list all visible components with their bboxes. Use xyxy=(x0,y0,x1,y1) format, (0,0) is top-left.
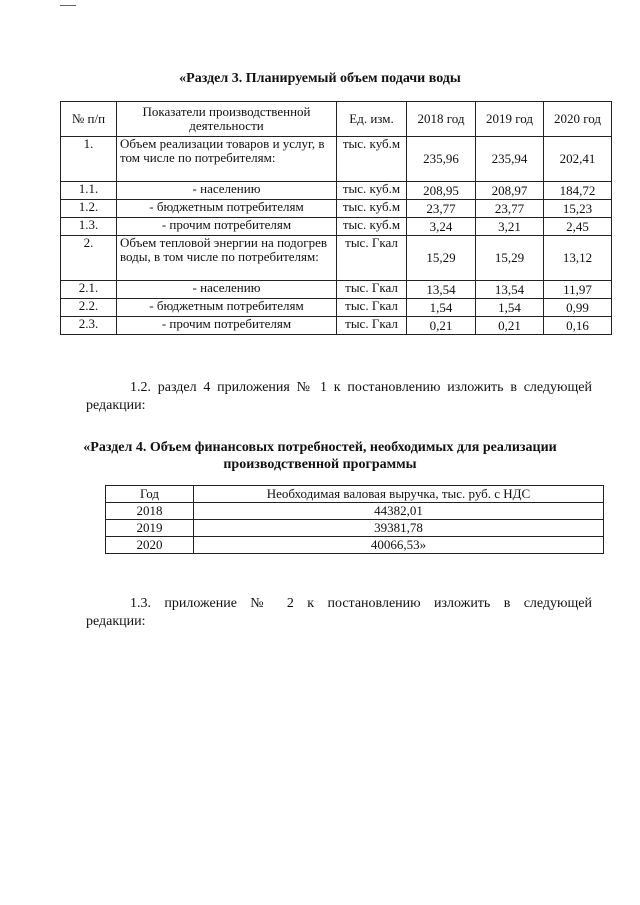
table-header-row xyxy=(106,486,604,503)
row-revenue: 40066,53» xyxy=(194,537,604,554)
row-number: 2.1. xyxy=(61,281,117,299)
row-indicator: - бюджетным потребителям xyxy=(117,299,337,317)
row-indicator: - прочим потребителям xyxy=(117,317,337,335)
paragraph-1-2-text: 1.2. раздел 4 приложения № 1 к постановлению изложить в следующей редакции: xyxy=(86,380,592,413)
section3-heading xyxy=(60,70,580,87)
header-2020: 2020 год xyxy=(544,102,612,137)
row-year: 2019 xyxy=(106,520,194,537)
row-value-2020: 184,72 xyxy=(544,182,612,200)
row-year: 2020 xyxy=(106,537,194,554)
row-value-2018: 3,24 xyxy=(407,218,476,236)
row-value-2019: 13,54 xyxy=(476,281,544,299)
row-revenue: 44382,01 xyxy=(194,503,604,520)
row-value-2018: 23,77 xyxy=(407,200,476,218)
section4-heading-text: Объем финансовых потребностей, необходимых для реализации производственной программы xyxy=(146,440,557,472)
row-indicator: - населению xyxy=(117,182,337,200)
row-value-2019: 208,97 xyxy=(476,182,544,200)
row-value-2020: 13,12 xyxy=(544,236,612,281)
row-indicator: - населению xyxy=(117,281,337,299)
row-value-2020: 0,99 xyxy=(544,299,612,317)
section3-heading-text: Планируемый объем подачи воды xyxy=(242,71,461,86)
table-row xyxy=(106,503,604,520)
row-number: 1. xyxy=(61,137,117,182)
row-unit: тыс. Гкал xyxy=(337,281,407,299)
table-row xyxy=(61,218,612,236)
section4-heading-bold: «Раздел 4. xyxy=(83,440,147,455)
section4-table-body xyxy=(106,503,604,554)
table-row xyxy=(61,182,612,200)
paragraph-1-3-line1-text: 1.3. приложение № 2 к постановлению изложить в следующей xyxy=(130,596,592,611)
table-row xyxy=(106,537,604,554)
header-num: № п/п xyxy=(61,102,117,137)
row-value-2018: 15,29 xyxy=(407,236,476,281)
table-row xyxy=(61,317,612,335)
row-unit: тыс. куб.м xyxy=(337,137,407,182)
row-number: 1.3. xyxy=(61,218,117,236)
row-value-2020: 0,16 xyxy=(544,317,612,335)
row-number: 2. xyxy=(61,236,117,281)
table-row xyxy=(61,299,612,317)
table-row xyxy=(61,281,612,299)
row-unit: тыс. Гкал xyxy=(337,317,407,335)
paragraph-1-3-line2: редакции: xyxy=(86,614,146,629)
header-indicator: Показатели производственной деятельности xyxy=(117,102,337,137)
row-indicator: Объем тепловой энергии на подогрев воды, в том числе по потребителям: xyxy=(117,236,337,281)
row-number: 2.3. xyxy=(61,317,117,335)
row-value-2019: 15,29 xyxy=(476,236,544,281)
section3-table-body xyxy=(61,137,612,335)
row-value-2018: 1,54 xyxy=(407,299,476,317)
row-unit: тыс. Гкал xyxy=(337,299,407,317)
row-value-2020: 11,97 xyxy=(544,281,612,299)
row-value-2020: 202,41 xyxy=(544,137,612,182)
header-revenue: Необходимая валовая выручка, тыс. руб. с НДС xyxy=(194,486,604,503)
row-unit: тыс. куб.м xyxy=(337,182,407,200)
header-2019: 2019 год xyxy=(476,102,544,137)
row-value-2018: 235,96 xyxy=(407,137,476,182)
header-year: Год xyxy=(106,486,194,503)
row-unit: тыс. куб.м xyxy=(337,200,407,218)
row-value-2019: 3,21 xyxy=(476,218,544,236)
row-indicator: - бюджетным потребителям xyxy=(117,200,337,218)
paragraph-1-3 xyxy=(86,595,592,631)
table-row xyxy=(61,200,612,218)
row-indicator: - прочим потребителям xyxy=(117,218,337,236)
section4-heading xyxy=(60,439,580,473)
table-row xyxy=(61,137,612,182)
row-value-2019: 23,77 xyxy=(476,200,544,218)
row-value-2020: 2,45 xyxy=(544,218,612,236)
row-revenue: 39381,78 xyxy=(194,520,604,537)
table-row xyxy=(61,236,612,281)
row-number: 1.1. xyxy=(61,182,117,200)
row-value-2019: 0,21 xyxy=(476,317,544,335)
table-row xyxy=(106,520,604,537)
row-number: 1.2. xyxy=(61,200,117,218)
section3-table xyxy=(60,101,612,335)
header-2018: 2018 год xyxy=(407,102,476,137)
section3-heading-bold: «Раздел 3. xyxy=(179,71,243,86)
paragraph-1-3-line1 xyxy=(86,595,592,613)
row-unit: тыс. Гкал xyxy=(337,236,407,281)
row-value-2019: 235,94 xyxy=(476,137,544,182)
row-number: 2.2. xyxy=(61,299,117,317)
row-value-2018: 13,54 xyxy=(407,281,476,299)
section4-table xyxy=(105,485,604,554)
row-indicator: Объем реализации товаров и услуг, в том числе по потребителям: xyxy=(117,137,337,182)
row-year: 2018 xyxy=(106,503,194,520)
row-value-2020: 15,23 xyxy=(544,200,612,218)
row-unit: тыс. куб.м xyxy=(337,218,407,236)
row-value-2019: 1,54 xyxy=(476,299,544,317)
scan-mark xyxy=(60,5,76,6)
table-header-row xyxy=(61,102,612,137)
paragraph-1-2 xyxy=(86,379,592,415)
header-unit: Ед. изм. xyxy=(337,102,407,137)
row-value-2018: 0,21 xyxy=(407,317,476,335)
row-value-2018: 208,95 xyxy=(407,182,476,200)
